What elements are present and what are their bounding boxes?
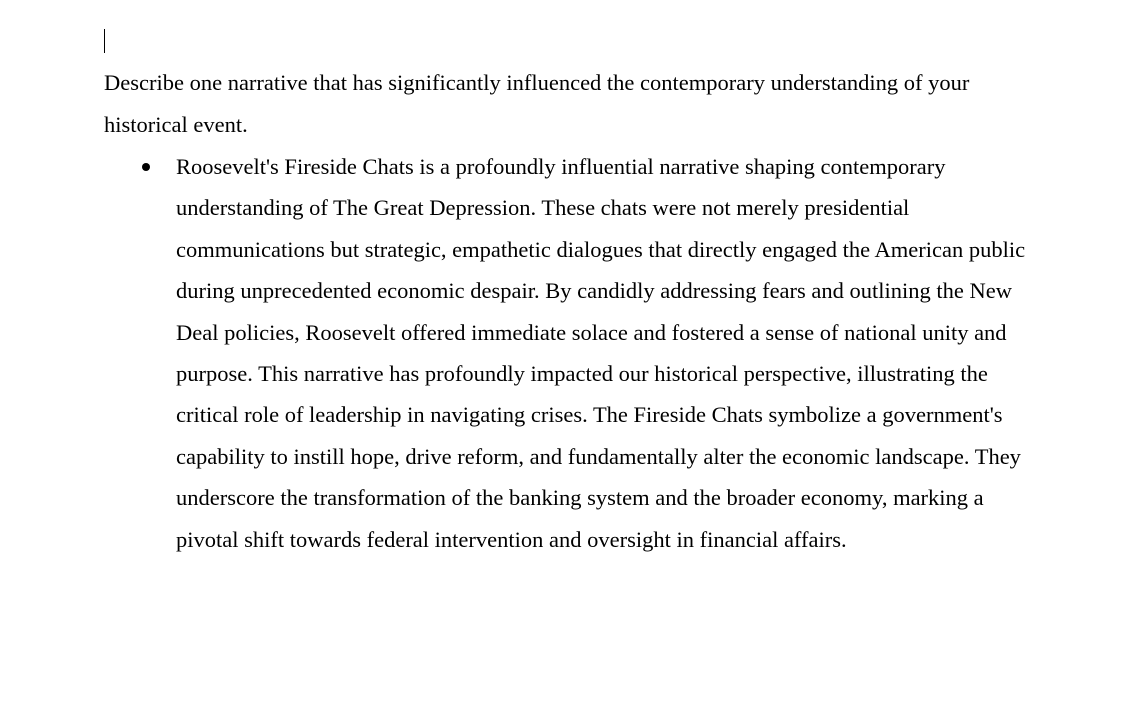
question-paragraph[interactable]: Describe one narrative that has significantly influenced the contemporary understanding of your historical event. xyxy=(104,70,970,137)
bullet-icon xyxy=(142,163,150,171)
list-item[interactable] xyxy=(104,146,1044,560)
answer-bullet-list xyxy=(104,146,1044,560)
text-cursor xyxy=(104,29,105,53)
answer-paragraph[interactable]: Roosevelt's Fireside Chats is a profoundly influential narrative shaping contemporary understanding of The Great Depression. These chats were not merely presidential communications but strategic, empathetic dialogues that directly engaged the American public during unprecedented economic despair. By candidly addressing fears and outlining the New Deal policies, Roosevelt offered immediate solace and fostered a sense of national unity and purpose. This narrative has profoundly impacted our historical perspective, illustrating the critical role of leadership in navigating crises. The Fireside Chats symbolize a government's capability to instill hope, drive reform, and fundamentally alter the economic landscape. They underscore the transformation of the banking system and the broader economy, marking a pivotal shift towards federal intervention and oversight in financial affairs. xyxy=(176,154,1026,552)
